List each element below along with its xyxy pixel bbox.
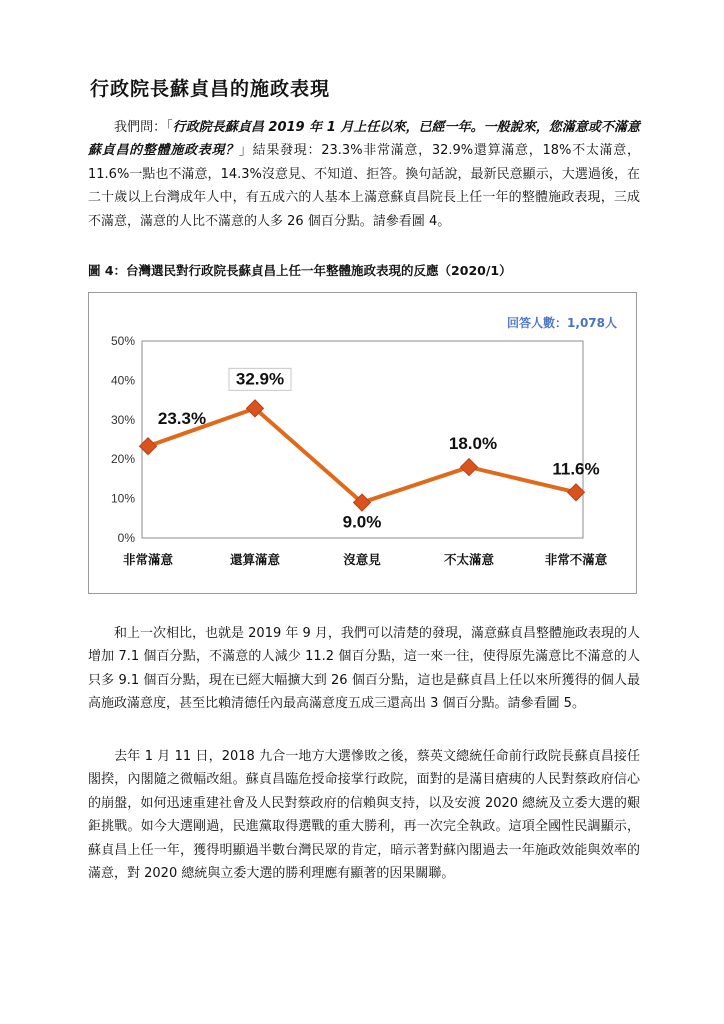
paragraph-lead: 我們問：「 bbox=[114, 120, 173, 135]
data-label: 32.9% bbox=[235, 369, 285, 389]
background-paragraph bbox=[88, 745, 640, 885]
paragraph-results: 」結果發現：23.3%非常滿意，32.9%還算滿意，18%不太滿意，11.6%一點也不滿意，14.3%沒意見、不知道、拒答。換句話說，最新民意顯示，大選過後，在二十歲以上台灣成年人中，有五成六的人基本上滿意蘇貞昌院長上任一年的整體施政表現，三成不滿意，滿意的人比不滿意的人多 26 個百分點。請參看圖 4。 bbox=[88, 143, 640, 229]
series-line bbox=[148, 408, 576, 502]
paragraph2-text: 和上一次相比，也就是 2019 年 9 月，我們可以清楚的發現，滿意蘇貞昌整體施政表現的人增加 7.1 個百分點，不滿意的人減少 11.2 個百分點，這一來一往，使得原先滿意比不滿意的人只多 9.1 個百分點，現在已經大幅擴大到 26 個百分點，這也是蘇貞昌上任以來所獲得的個人最高施政滿意度，甚至比賴清德任內最高滿意度五成三還高出 3 個百分點。請參看圖 5。 bbox=[88, 626, 640, 712]
y-tick-label: 10% bbox=[110, 491, 135, 506]
x-category-label: 非常不滿意 bbox=[544, 552, 608, 567]
chart-frame bbox=[88, 292, 637, 594]
y-tick-label: 40% bbox=[110, 373, 135, 388]
y-tick-label: 0% bbox=[117, 531, 135, 545]
comparison-paragraph bbox=[88, 622, 640, 716]
y-tick-label: 20% bbox=[110, 452, 135, 467]
survey-question: 行政院長蘇貞昌 2019 年 1 月上任以來，已經一年。一般說來，您滿意或不滿意蘇貞昌的整體施政表現？ bbox=[88, 120, 640, 159]
paragraph3-text: 去年 1 月 11 日，2018 九合一地方大選慘敗之後，蔡英文總統任命前行政院長蘇貞昌接任閣揆，內閣隨之微幅改組。蘇貞昌臨危授命接掌行政院，面對的是滿目瘡痍的人民對蔡政府信心的崩盤，如何迅速重建社會及人民對蔡政府的信賴與支持，以及安渡 2020 總統及立委大選的艱鉅挑戰。如今大選剛過，民進黨取得選戰的重大勝利，再一次完全執政。這項全國性民調顯示，蘇貞昌上任一年，獲得明顯過半數台灣民眾的肯定，暗示著對蘇內閣過去一年施政效能與效率的滿意，對 2020 總統與立委大選的勝利理應有顯著的因果關聯。 bbox=[88, 749, 640, 882]
data-point bbox=[461, 459, 478, 476]
data-label: 18.0% bbox=[448, 434, 498, 454]
intro-paragraph bbox=[88, 116, 640, 233]
x-category-label: 還算滿意 bbox=[229, 552, 281, 567]
line-chart bbox=[89, 293, 636, 593]
figure-caption: 圖 4：台灣選民對行政院長蘇貞昌上任一年整體施政表現的反應（2020/1） bbox=[88, 263, 512, 278]
data-label: 23.3% bbox=[157, 409, 207, 429]
x-category-label: 非常滿意 bbox=[122, 552, 174, 567]
respondent-count: 回答人數：1,078人 bbox=[507, 316, 617, 330]
data-point bbox=[568, 484, 585, 501]
y-tick-label: 30% bbox=[110, 412, 135, 427]
data-label: 11.6% bbox=[552, 459, 600, 479]
x-category-label: 沒意見 bbox=[343, 552, 381, 567]
page-title: 行政院長蘇貞昌的施政表現 bbox=[90, 78, 331, 100]
data-label: 9.0% bbox=[342, 512, 382, 532]
y-tick-label: 50% bbox=[110, 334, 135, 348]
x-category-label: 不太滿意 bbox=[443, 552, 495, 567]
